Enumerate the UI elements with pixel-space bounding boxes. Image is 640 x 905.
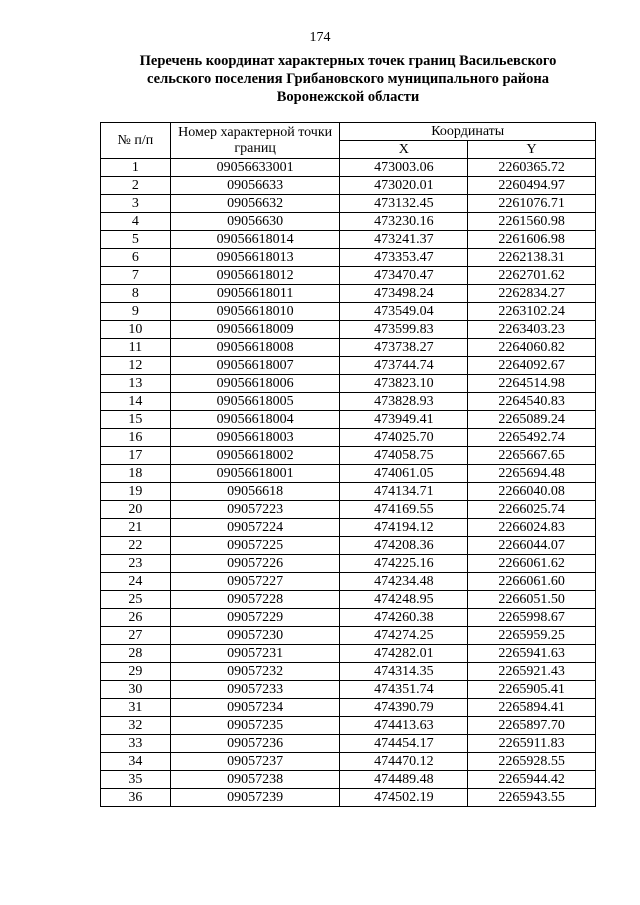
cell-y: 2263102.24 (468, 303, 596, 321)
cell-y: 2262701.62 (468, 267, 596, 285)
cell-num: 17 (101, 447, 171, 465)
cell-y: 2265667.65 (468, 447, 596, 465)
cell-x: 474234.48 (340, 573, 468, 591)
cell-point: 09056618005 (170, 393, 340, 411)
table-row (101, 591, 596, 609)
cell-x: 474208.36 (340, 537, 468, 555)
cell-x: 473549.04 (340, 303, 468, 321)
table-row (101, 321, 596, 339)
cell-x: 474351.74 (340, 681, 468, 699)
header-coords: Координаты (340, 123, 596, 141)
table-row (101, 177, 596, 195)
cell-point: 09057224 (170, 519, 340, 537)
page-number: 174 (309, 30, 331, 45)
table-row (101, 411, 596, 429)
cell-y: 2265943.55 (468, 789, 596, 807)
cell-num: 34 (101, 753, 171, 771)
table-row (101, 753, 596, 771)
cell-y: 2261560.98 (468, 213, 596, 231)
table-row (101, 285, 596, 303)
cell-point: 09057232 (170, 663, 340, 681)
header-point: Номер характерной точки границ (170, 123, 340, 159)
table-row (101, 375, 596, 393)
cell-num: 15 (101, 411, 171, 429)
table-row (101, 501, 596, 519)
cell-point: 09057231 (170, 645, 340, 663)
document-title (100, 52, 596, 106)
table-row (101, 771, 596, 789)
cell-y: 2264540.83 (468, 393, 596, 411)
cell-x: 473498.24 (340, 285, 468, 303)
cell-num: 8 (101, 285, 171, 303)
cell-y: 2265089.24 (468, 411, 596, 429)
table-row (101, 393, 596, 411)
cell-point: 09057225 (170, 537, 340, 555)
cell-num: 1 (101, 159, 171, 177)
cell-num: 19 (101, 483, 171, 501)
table-row (101, 357, 596, 375)
cell-x: 473353.47 (340, 249, 468, 267)
cell-point: 09056618002 (170, 447, 340, 465)
table-row (101, 555, 596, 573)
cell-x: 473470.47 (340, 267, 468, 285)
cell-x: 474058.75 (340, 447, 468, 465)
cell-y: 2265921.43 (468, 663, 596, 681)
cell-point: 09056618003 (170, 429, 340, 447)
table-row (101, 717, 596, 735)
table-row (101, 663, 596, 681)
cell-point: 09056618012 (170, 267, 340, 285)
table-row (101, 429, 596, 447)
cell-x: 473744.74 (340, 357, 468, 375)
cell-y: 2265894.41 (468, 699, 596, 717)
cell-x: 474489.48 (340, 771, 468, 789)
cell-num: 29 (101, 663, 171, 681)
cell-point: 09056618010 (170, 303, 340, 321)
cell-x: 474248.95 (340, 591, 468, 609)
cell-num: 24 (101, 573, 171, 591)
cell-y: 2265959.25 (468, 627, 596, 645)
cell-point: 09056618011 (170, 285, 340, 303)
table-row (101, 249, 596, 267)
table-row (101, 303, 596, 321)
table-row (101, 231, 596, 249)
cell-point: 09057234 (170, 699, 340, 717)
cell-num: 6 (101, 249, 171, 267)
cell-y: 2265941.63 (468, 645, 596, 663)
cell-x: 473132.45 (340, 195, 468, 213)
title-line-3: Воронежской области (276, 89, 420, 105)
cell-x: 474282.01 (340, 645, 468, 663)
cell-x: 473949.41 (340, 411, 468, 429)
cell-num: 4 (101, 213, 171, 231)
table-row (101, 213, 596, 231)
cell-num: 26 (101, 609, 171, 627)
cell-y: 2266044.07 (468, 537, 596, 555)
cell-point: 09056632 (170, 195, 340, 213)
cell-y: 2265492.74 (468, 429, 596, 447)
header-x: X (340, 141, 468, 159)
cell-x: 473599.83 (340, 321, 468, 339)
cell-num: 9 (101, 303, 171, 321)
cell-x: 474502.19 (340, 789, 468, 807)
cell-y: 2264060.82 (468, 339, 596, 357)
cell-y: 2265944.42 (468, 771, 596, 789)
cell-num: 22 (101, 537, 171, 555)
cell-num: 30 (101, 681, 171, 699)
cell-point: 09057233 (170, 681, 340, 699)
cell-num: 25 (101, 591, 171, 609)
cell-num: 13 (101, 375, 171, 393)
cell-x: 474134.71 (340, 483, 468, 501)
cell-x: 474260.38 (340, 609, 468, 627)
cell-num: 11 (101, 339, 171, 357)
cell-x: 473738.27 (340, 339, 468, 357)
cell-y: 2266061.60 (468, 573, 596, 591)
table-row (101, 447, 596, 465)
cell-num: 5 (101, 231, 171, 249)
cell-num: 14 (101, 393, 171, 411)
cell-point: 09056618008 (170, 339, 340, 357)
cell-point: 09057239 (170, 789, 340, 807)
cell-num: 33 (101, 735, 171, 753)
cell-point: 09056618006 (170, 375, 340, 393)
cell-x: 474025.70 (340, 429, 468, 447)
cell-num: 36 (101, 789, 171, 807)
table-row (101, 483, 596, 501)
cell-num: 16 (101, 429, 171, 447)
header-y: Y (468, 141, 596, 159)
cell-x: 474413.63 (340, 717, 468, 735)
cell-x: 474061.05 (340, 465, 468, 483)
cell-x: 474454.17 (340, 735, 468, 753)
cell-y: 2266061.62 (468, 555, 596, 573)
cell-x: 474225.16 (340, 555, 468, 573)
cell-num: 7 (101, 267, 171, 285)
cell-point: 09056618013 (170, 249, 340, 267)
cell-y: 2262834.27 (468, 285, 596, 303)
cell-point: 09056618014 (170, 231, 340, 249)
cell-y: 2266025.74 (468, 501, 596, 519)
cell-y: 2264514.98 (468, 375, 596, 393)
cell-point: 09057226 (170, 555, 340, 573)
cell-y: 2260494.97 (468, 177, 596, 195)
table-row (101, 645, 596, 663)
cell-num: 31 (101, 699, 171, 717)
cell-num: 20 (101, 501, 171, 519)
cell-point: 09057235 (170, 717, 340, 735)
table-row (101, 339, 596, 357)
table-row (101, 195, 596, 213)
cell-x: 473823.10 (340, 375, 468, 393)
cell-x: 474274.25 (340, 627, 468, 645)
cell-x: 473241.37 (340, 231, 468, 249)
cell-point: 09056618001 (170, 465, 340, 483)
cell-y: 2265905.41 (468, 681, 596, 699)
cell-num: 28 (101, 645, 171, 663)
cell-point: 09057237 (170, 753, 340, 771)
cell-point: 09056630 (170, 213, 340, 231)
cell-num: 2 (101, 177, 171, 195)
cell-y: 2260365.72 (468, 159, 596, 177)
cell-point: 09057223 (170, 501, 340, 519)
cell-y: 2266024.83 (468, 519, 596, 537)
cell-x: 474169.55 (340, 501, 468, 519)
cell-point: 09057229 (170, 609, 340, 627)
table-row (101, 735, 596, 753)
cell-point: 09056633001 (170, 159, 340, 177)
table-row (101, 681, 596, 699)
table-row (101, 465, 596, 483)
cell-y: 2261076.71 (468, 195, 596, 213)
cell-x: 474390.79 (340, 699, 468, 717)
cell-num: 23 (101, 555, 171, 573)
cell-num: 18 (101, 465, 171, 483)
cell-num: 10 (101, 321, 171, 339)
title-line-1: Перечень координат характерных точек границ Васильевского (139, 53, 557, 69)
table-body (101, 159, 596, 807)
title-line-2: сельского поселения Грибановского муниципального района (147, 71, 549, 87)
cell-x: 473828.93 (340, 393, 468, 411)
cell-y: 2265998.67 (468, 609, 596, 627)
cell-y: 2262138.31 (468, 249, 596, 267)
cell-x: 474314.35 (340, 663, 468, 681)
cell-point: 09057236 (170, 735, 340, 753)
cell-point: 09056618007 (170, 357, 340, 375)
cell-num: 3 (101, 195, 171, 213)
cell-point: 09057238 (170, 771, 340, 789)
cell-num: 27 (101, 627, 171, 645)
cell-x: 474194.12 (340, 519, 468, 537)
cell-y: 2265928.55 (468, 753, 596, 771)
cell-x: 473230.16 (340, 213, 468, 231)
cell-x: 474470.12 (340, 753, 468, 771)
header-num: № п/п (101, 123, 171, 159)
cell-y: 2266040.08 (468, 483, 596, 501)
table-row (101, 267, 596, 285)
table-row (101, 789, 596, 807)
cell-point: 09056618009 (170, 321, 340, 339)
cell-y: 2265911.83 (468, 735, 596, 753)
cell-point: 09056633 (170, 177, 340, 195)
table-row (101, 699, 596, 717)
cell-point: 09056618 (170, 483, 340, 501)
cell-y: 2261606.98 (468, 231, 596, 249)
cell-point: 09057228 (170, 591, 340, 609)
cell-num: 21 (101, 519, 171, 537)
cell-y: 2263403.23 (468, 321, 596, 339)
cell-y: 2265897.70 (468, 717, 596, 735)
cell-y: 2264092.67 (468, 357, 596, 375)
cell-num: 35 (101, 771, 171, 789)
cell-y: 2266051.50 (468, 591, 596, 609)
cell-point: 09056618004 (170, 411, 340, 429)
table-row (101, 573, 596, 591)
cell-x: 473003.06 (340, 159, 468, 177)
cell-num: 32 (101, 717, 171, 735)
coordinates-table (100, 122, 596, 807)
table-row (101, 159, 596, 177)
cell-point: 09057227 (170, 573, 340, 591)
cell-num: 12 (101, 357, 171, 375)
table-row (101, 609, 596, 627)
cell-y: 2265694.48 (468, 465, 596, 483)
table-row (101, 627, 596, 645)
table-row (101, 519, 596, 537)
cell-x: 473020.01 (340, 177, 468, 195)
cell-point: 09057230 (170, 627, 340, 645)
table-row (101, 537, 596, 555)
